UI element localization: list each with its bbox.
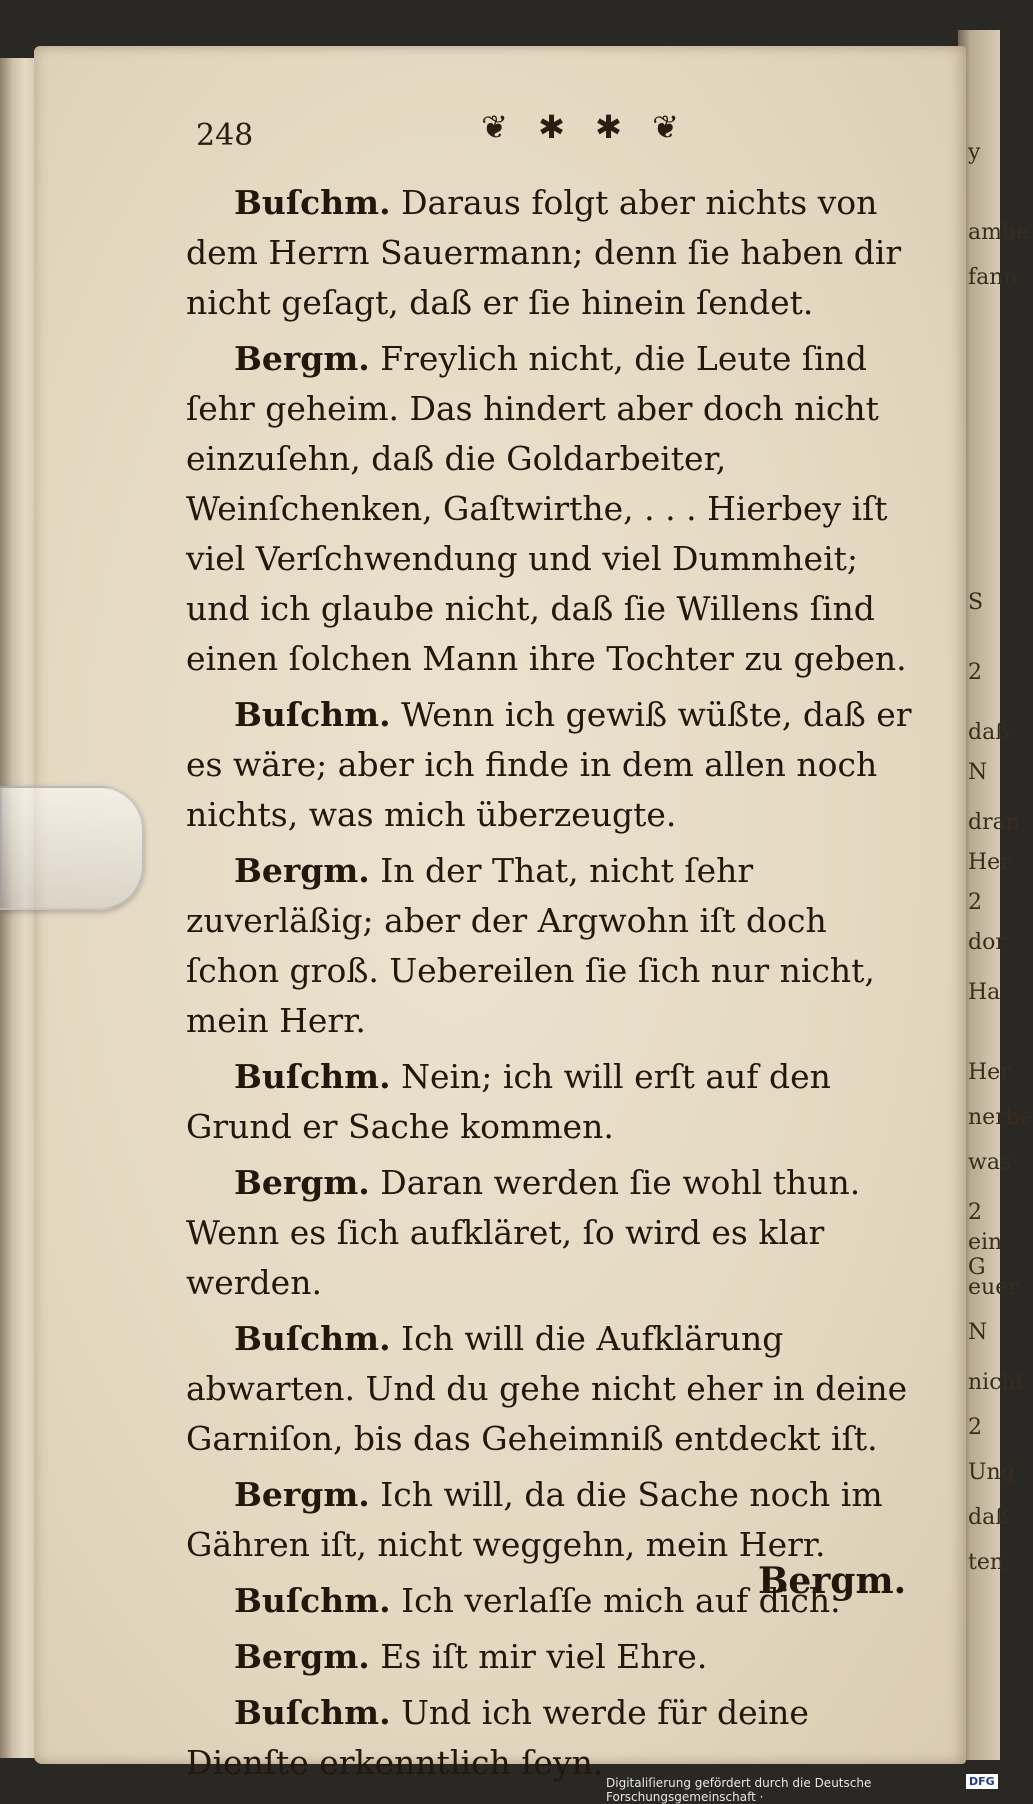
dialogue-line: In der That, nicht ſehr zuverläßig; aber der Argwohn iſt doch ſchon groß. Uebereilen ſie ſich nur nicht, mein Herr.	[186, 851, 875, 1040]
speaker-name: Buſchm.	[234, 1057, 391, 1096]
speaker-name: Buſchm.	[234, 1693, 391, 1732]
facing-page-fragment: ten.	[968, 1550, 1012, 1575]
facing-page-fragment: nicht	[968, 1370, 1025, 1395]
page-number: 248	[196, 118, 254, 153]
dialogue-paragraph	[186, 178, 930, 328]
facing-page-fragment: S	[968, 590, 984, 615]
facing-page-fragment: Ha	[968, 980, 1001, 1005]
catchword: Bergm.	[758, 1560, 907, 1602]
facing-page-fragment: Her	[968, 1060, 1011, 1085]
digitization-credit: Digitaliſierung gefördert durch die Deutsche Forschungsgemeinschaft ·	[606, 1776, 872, 1804]
speaker-name: Buſchm.	[234, 1581, 391, 1620]
speaker-name: Bergm.	[234, 1163, 370, 1202]
facing-page-fragment: daß	[968, 720, 1010, 745]
facing-page-fragment: Ung	[968, 1460, 1015, 1485]
dialogue-line: Und ich werde für deine Dienſte erkenntlich ſeyn.	[186, 1693, 809, 1782]
facing-page-fragment: 2	[968, 890, 982, 915]
dialogue-line: Ich will die Aufklärung abwarten. Und du gehe nicht eher in deine Garniſon, bis das Geheimniß entdeckt iſt.	[186, 1319, 908, 1458]
dialogue-line: Nein; ich will erſt auf den Grund er Sache kommen.	[186, 1057, 831, 1146]
dfg-logo: DFG	[966, 1774, 998, 1789]
dialogue-paragraph	[186, 690, 930, 840]
facing-page-fragment: ein G	[968, 1230, 1003, 1280]
speaker-name: Bergm.	[234, 339, 370, 378]
facing-page-fragment: N	[968, 760, 988, 785]
facing-page-fragment: ambe	[968, 220, 1030, 245]
facing-page-fragment: daß	[968, 1505, 1010, 1530]
dialogue-paragraph	[186, 1314, 930, 1464]
speaker-name: Bergm.	[234, 851, 370, 890]
dialogue-line: Ich will, da die Sache noch im Gähren iſt, nicht weggehn, mein Herr.	[186, 1475, 883, 1564]
header-ornament: ❦ ✱ ✱ ❦	[481, 108, 689, 146]
facing-page-fragment: fann	[968, 265, 1018, 290]
dialogue-line: Ich verlaſſe mich auf dich.	[390, 1581, 841, 1620]
facing-page-fragment: dran	[968, 810, 1020, 835]
speaker-name: Buſchm.	[234, 183, 391, 222]
dialogue-text	[186, 178, 930, 1794]
dialogue-line: Daran werden ſie wohl thun. Wenn es ſich aufkläret, ſo wird es klar werden.	[186, 1163, 861, 1302]
facing-page-fragment: Her	[968, 850, 1011, 875]
facing-page-fragment: euer	[968, 1275, 1019, 1300]
facing-page-fragment: 2	[968, 1415, 982, 1440]
dialogue-paragraph	[186, 846, 930, 1046]
dialogue-line: Freylich nicht, die Leute ſind ſehr geheim. Das hindert aber doch nicht einzuſehn, daß die Goldarbeiter, Weinſchenken, Gaſtwirthe, . . . Hierbey iſt viel Verſchwendung und viel Dummheit; und ich glaube nicht, daß ſie Willens ſind einen ſolchen Mann ihre Tochter zu geben.	[186, 339, 907, 678]
dialogue-line: Daraus folgt aber nichts von dem Herrn Sauermann; denn ſie haben dir nicht geſagt, daß er ſie hinein ſendet.	[186, 183, 902, 322]
speaker-name: Buſchm.	[234, 1319, 391, 1358]
page-clip	[0, 786, 144, 910]
speaker-name: Bergm.	[234, 1475, 370, 1514]
dialogue-paragraph	[186, 1158, 930, 1308]
dialogue-paragraph	[186, 1632, 930, 1682]
facing-page-fragment: 2	[968, 1200, 982, 1225]
dialogue-line: Es iſt mir viel Ehre.	[369, 1637, 708, 1676]
facing-page-fragment: dor	[968, 930, 1006, 955]
facing-page-fragment: was	[968, 1150, 1012, 1175]
speaker-name: Bergm.	[234, 1637, 370, 1676]
dialogue-paragraph	[186, 1688, 930, 1788]
dialogue-paragraph	[186, 334, 930, 684]
facing-page-fragment: nerbe	[968, 1105, 1033, 1130]
dialogue-line: Wenn ich gewiß wüßte, daß er es wäre; aber ich finde in dem allen noch nichts, was mich überzeugte.	[186, 695, 912, 834]
dialogue-paragraph	[186, 1470, 930, 1570]
facing-page-fragment: y	[968, 140, 981, 165]
speaker-name: Buſchm.	[234, 695, 391, 734]
facing-page-fragment: N	[968, 1320, 988, 1345]
dialogue-paragraph	[186, 1052, 930, 1152]
facing-page-fragment: 2	[968, 660, 982, 685]
